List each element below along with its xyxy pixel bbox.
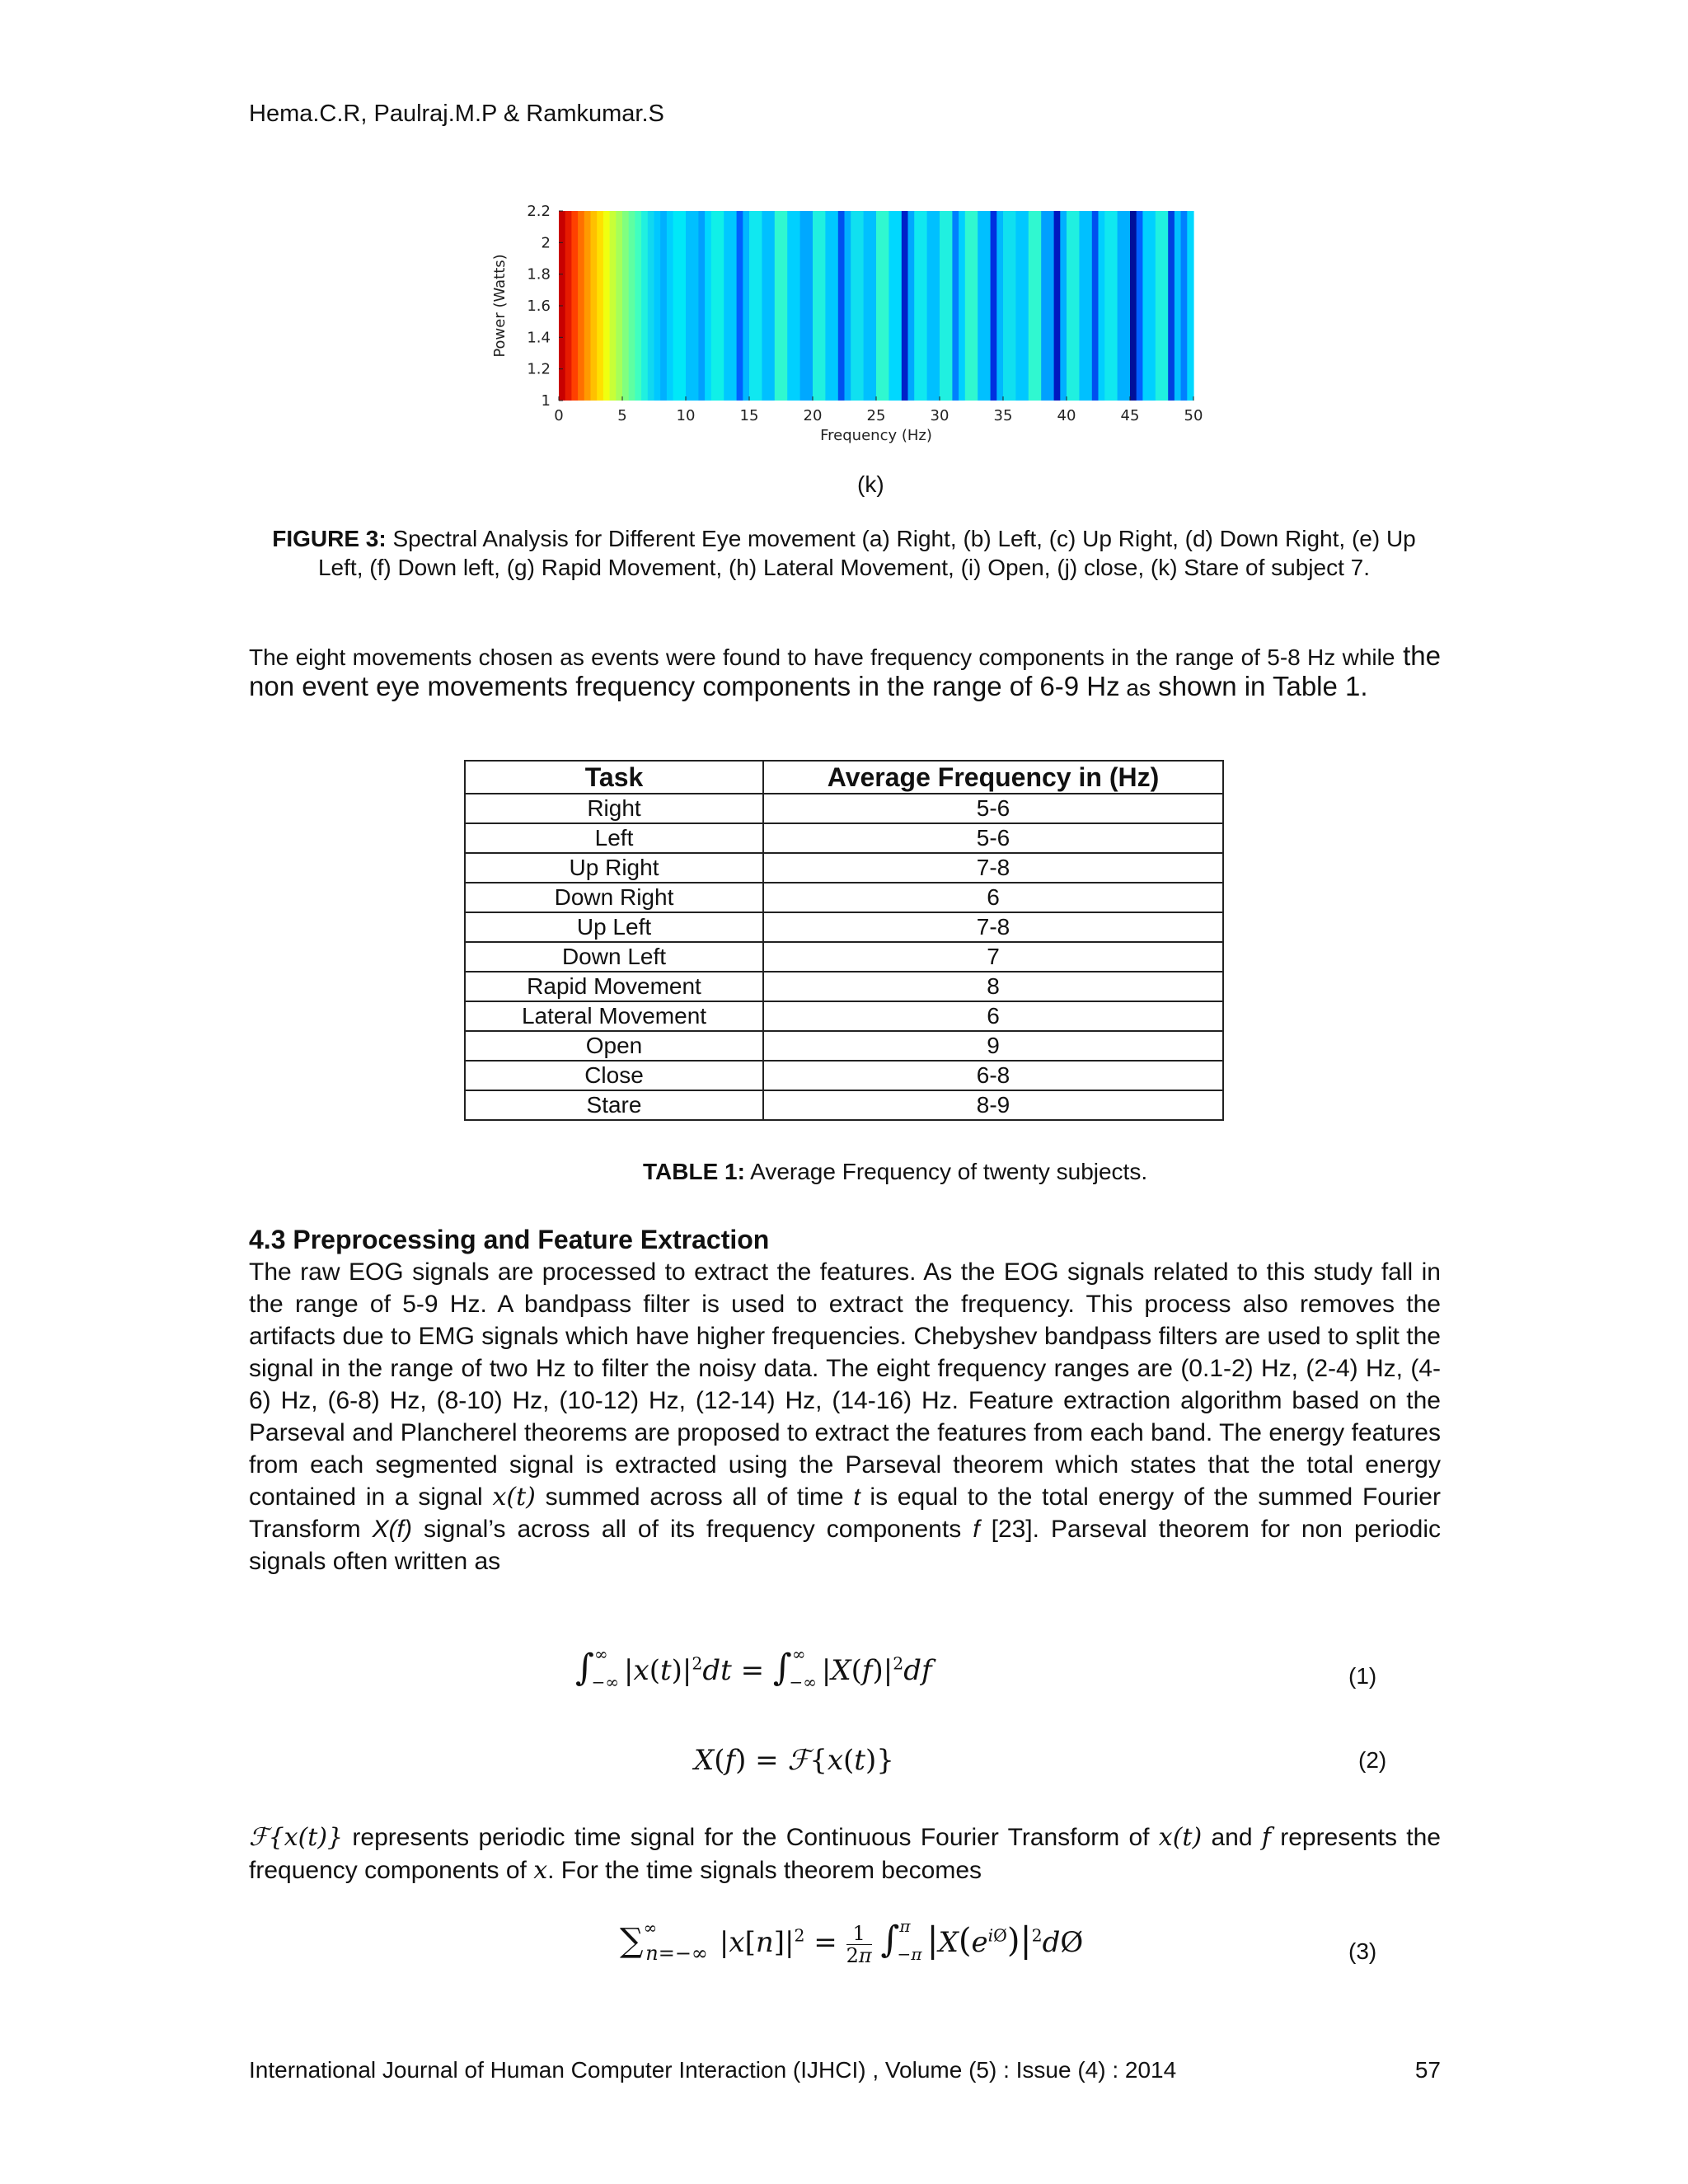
heatmap-band [952,211,959,401]
table-header-frequency: Average Frequency in (Hz) [763,761,1223,794]
table-header-row [465,761,1223,794]
heatmap-band [1003,211,1016,401]
frequency-cell: 7 [763,942,1223,972]
heatmap-band [851,211,864,401]
task-cell: Rapid Movement [465,972,763,1001]
heatmap-band [1181,211,1188,401]
math-f: f [973,1516,980,1543]
heatmap-band [686,211,699,401]
heatmap-band [1067,211,1080,401]
heatmap-band [648,211,654,401]
x-tick-label: 0 [554,407,564,424]
paragraph-intro [249,641,1441,702]
heatmap-band [705,211,711,401]
x-tick-label: 25 [866,407,886,424]
heatmap-band [927,211,940,401]
y-tick-label: 1.8 [527,265,551,284]
frequency-cell: 8-9 [763,1090,1223,1120]
y-tick-label: 1 [541,392,551,410]
heatmap-band [1015,211,1029,401]
task-cell: Open [465,1031,763,1061]
heatmap-band [1041,211,1054,401]
paragraph-fourier-b: and [1202,1824,1262,1851]
heatmap-band [622,211,629,401]
heatmap-band [1142,211,1156,401]
paragraph-fourier-a: represents periodic time signal for the Continuous Fourier Transform of [343,1824,1159,1851]
heatmap-band [996,211,1003,401]
table-caption-label: TABLE 1: [643,1159,745,1184]
section-body [249,1256,1441,1577]
heatmap-band [565,211,572,401]
frequency-cell: 9 [763,1031,1223,1061]
math-x-t: x(t) [492,1483,536,1511]
heatmap-band [1060,211,1067,401]
table-row [465,794,1223,823]
task-cell: Lateral Movement [465,1001,763,1031]
heatmap-band [616,211,622,401]
x-tick-label: 20 [803,407,823,424]
equation-2: X(f) = ℱ{x(t)} [694,1744,894,1777]
frequency-cell: 5-6 [763,823,1223,853]
equation-2-number: (2) [1358,1747,1387,1773]
panel-label: (k) [857,471,884,497]
heatmap-band [584,211,591,401]
task-cell: Up Left [465,912,763,942]
math-x-t-2: x(t) [1158,1823,1203,1852]
heatmap-band [775,211,788,401]
paragraph-fourier-c: represents the frequency components of [249,1824,1441,1884]
table-caption [643,1159,1147,1185]
figure-caption-text: Spectral Analysis for Different Eye movement (a) Right, (b) Left, (c) Up Right, (d) Down Right, (e) Up Left, (f) Down left, (g) Rapid Movement, (h) Lateral Movement, (i) Open, (j) close, (k) Stare of subject 7. [317,526,1416,580]
heatmap-band [838,211,845,401]
heatmap-band [1118,211,1131,401]
x-tick-label: 15 [739,407,759,424]
frequency-cell: 7-8 [763,912,1223,942]
heatmap-band [591,211,598,401]
heatmap-band [654,211,661,401]
math-f-2: f [1261,1823,1271,1852]
table-caption-text: Average Frequency of twenty subjects. [744,1159,1148,1184]
heatmap-band [800,211,814,401]
heatmap-band [737,211,743,401]
paragraph-intro-part4: shown in Table 1. [1150,671,1368,701]
heatmap-band [1092,211,1099,401]
heatmap-band [749,211,762,401]
x-tick-label: 40 [1057,407,1076,424]
heatmap-band [1029,211,1042,401]
frequency-cell: 6 [763,1001,1223,1031]
heatmap-band [711,211,724,401]
x-tick-label: 50 [1184,407,1203,424]
equation-3-number: (3) [1348,1938,1377,1964]
paragraph-fourier-d: . For the time signals theorem becomes [547,1857,982,1884]
paragraph-intro-part1: The eight movements chosen as events were found to have frequency components in the range of 5-8 Hz while [249,644,1395,670]
table-header-task: Task [465,761,763,794]
x-axis-label: Frequency (Hz) [820,427,932,444]
heatmap-band [889,211,902,401]
spectral-figure [486,198,1228,445]
heatmap-band [813,211,826,401]
frequency-cell: 6-8 [763,1061,1223,1090]
frequency-cell: 8 [763,972,1223,1001]
heatmap-band [1099,211,1105,401]
heatmap-band [991,211,997,401]
figure-caption-label: FIGURE 3: [272,526,387,551]
body-text-b: summed across all of time [535,1483,854,1511]
y-tick-label: 2.2 [527,203,551,220]
page-number: 57 [1414,2057,1441,2083]
heatmap-band [978,211,991,401]
table-row [465,853,1223,883]
heatmap-band [908,211,915,401]
x-tick-label: 5 [617,407,627,424]
math-fourier-xt: ℱ{x(t)} [249,1823,344,1852]
heatmap-band [698,211,705,401]
heatmap-band [914,211,927,401]
task-cell: Stare [465,1090,763,1120]
task-cell: Left [465,823,763,853]
heatmap-band [597,211,603,401]
frequency-table [464,760,1224,1121]
table-row [465,972,1223,1001]
math-x: x [533,1856,548,1885]
table-row [465,1090,1223,1120]
y-tick-label: 1.2 [527,360,551,378]
heatmap-band [902,211,908,401]
heatmap-band [845,211,851,401]
task-cell: Down Right [465,883,763,912]
table-row [465,1061,1223,1090]
heatmap-band [940,211,953,401]
paragraph-intro-part2: the non event eye movements frequency components in the range of 6-9 Hz [249,640,1441,701]
heatmap-band [571,211,578,401]
table-row [465,912,1223,942]
heatmap-band [724,211,737,401]
heatmap-band [1175,211,1181,401]
heatmap-band [667,211,673,401]
heatmap-band [1156,211,1169,401]
heatmap-band [743,211,749,401]
x-tick-label: 10 [676,407,696,424]
heatmap-band [629,211,635,401]
heatmap-band [825,211,838,401]
math-t: t [853,1483,860,1511]
heatmap-band [635,211,641,401]
y-tick-label: 2 [541,234,551,252]
table-row [465,883,1223,912]
table-row [465,823,1223,853]
heatmap-band [578,211,584,401]
equation-1-number: (1) [1348,1663,1377,1689]
heatmap-band [876,211,889,401]
body-text-d: signal’s across all of its frequency components [411,1516,973,1543]
heatmap-band [660,211,667,401]
task-cell: Right [465,794,763,823]
heatmap-band [1104,211,1118,401]
page-footer [249,2057,1441,2083]
heatmap-band [1187,211,1193,401]
frequency-cell: 6 [763,883,1223,912]
heatmap-band [1168,211,1175,401]
x-tick-label: 45 [1120,407,1140,424]
table-row [465,942,1223,972]
heatmap-band [1130,211,1137,401]
frequency-cell: 7-8 [763,853,1223,883]
heatmap-band [1137,211,1143,401]
x-tick-label: 30 [930,407,950,424]
figure-caption [247,524,1441,582]
y-axis-label: Power (Watts) [491,254,509,358]
paragraph-intro-part3: as [1119,675,1151,701]
table-row [465,1031,1223,1061]
task-cell: Close [465,1061,763,1090]
table-row [465,1001,1223,1031]
math-X-f: X(f) [372,1516,412,1543]
heatmap-band [787,211,800,401]
heatmap-band [1079,211,1092,401]
body-text-e: [23]. Parseval theorem for non periodic signals often written as [249,1516,1442,1575]
body-text-a: The raw EOG signals are processed to extract the features. As the EOG signals related to this study fall in the range of 5-9 Hz. A bandpass filter is used to extract the frequency. This process also removes the artifacts due to EMG signals which have higher frequencies. Chebyshev bandpass filters are used to split the signal in the range of two Hz to filter the noisy data. The eight frequency ranges are (0.1-2) Hz, (2-4) Hz, (4-6) Hz, (6-8) Hz, (8-10) Hz, (10-12) Hz, (12-14) Hz, (14-16) Hz. Feature extraction algorithm based on the Parseval and Plancherel theorems are proposed to extract the features from each band. The energy features from each segmented signal is extracted using the Parseval theorem which states that the total energy contained in a signal [249,1258,1441,1511]
heatmap-band [959,211,965,401]
y-tick-label: 1.4 [527,329,551,347]
heatmap-band [864,211,877,401]
running-header: Hema.C.R, Paulraj.M.P & Ramkumar.S [249,101,664,127]
section-heading: 4.3 Preprocessing and Feature Extraction [249,1225,770,1254]
equation-1: $\int^\infty_{-\infty}$ $|x(t)|^2dt = \int^\infty_{-\infty}$ $|X(f)|^2df$ [575,1644,932,1692]
task-cell: Down Left [465,942,763,972]
y-tick-label: 1.6 [527,298,551,315]
heatmap-band [762,211,775,401]
task-cell: Up Right [465,853,763,883]
heatmap-band [610,211,617,401]
heatmap-band [603,211,610,401]
equation-3: $\sum^\infty_{n=-\infty}$ $|x[n]|^2$ = $\frac{1}{2\pi}$ ∫$^\pi_{-\pi}$ $|X(e^{iØ})|^2dØ$ [620,1916,1084,1967]
heatmap-band [641,211,648,401]
frequency-cell: 5-6 [763,794,1223,823]
paragraph-fourier [249,1821,1441,1887]
spectral-heatmap-chart [486,198,1228,445]
heatmap-band [673,211,687,401]
footer-journal: International Journal of Human Computer Interaction (IJHCI) , Volume (5) : Issue (4) : 2014 [249,2057,1177,2083]
heatmap-band [1054,211,1061,401]
heatmap-band [965,211,978,401]
x-tick-label: 35 [993,407,1013,424]
body-text-c: is equal to the total energy of the summed Fourier Transform [249,1483,1441,1543]
